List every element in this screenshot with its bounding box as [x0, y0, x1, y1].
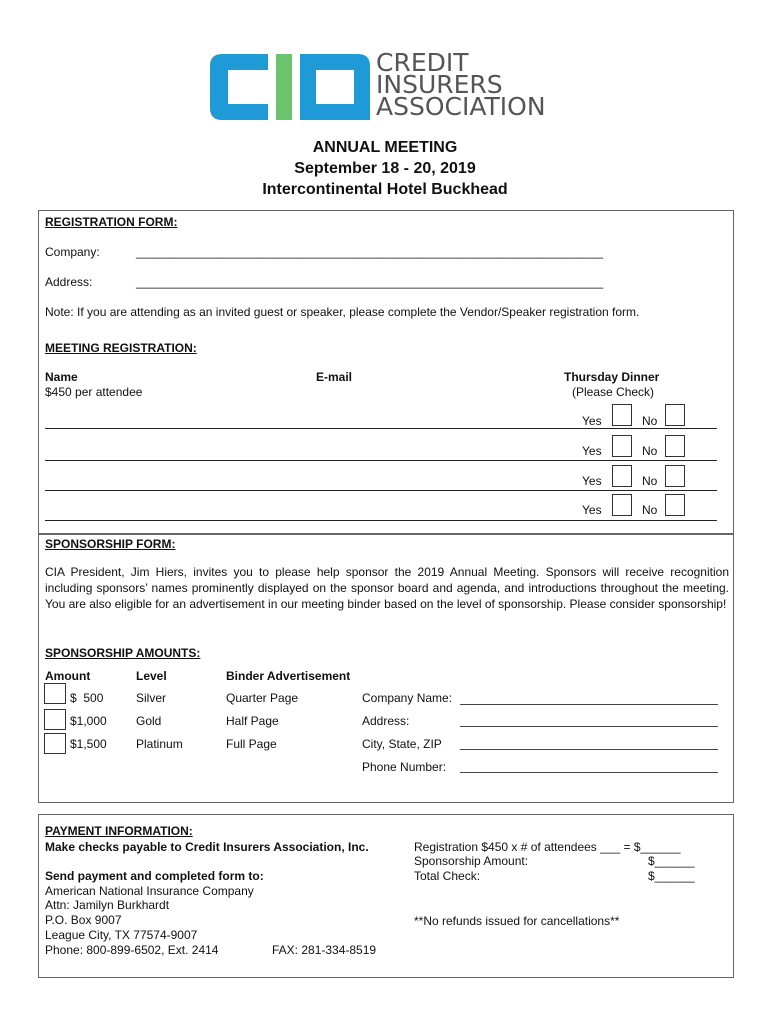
sponsor-company-label: Company Name: [362, 691, 453, 705]
logo-a-shape [300, 54, 370, 120]
address-label: Address: [45, 275, 93, 289]
cia-logo-mark [210, 54, 370, 120]
total-check-field[interactable]: $______ [648, 869, 695, 883]
meeting-dates: September 18 - 20, 2019 [294, 160, 476, 177]
refund-note: **No refunds issued for cancellations** [414, 914, 620, 928]
yes-label: Yes [582, 414, 602, 428]
sponsor-company-field[interactable] [460, 704, 718, 705]
dinner-yes-checkbox[interactable] [612, 465, 632, 487]
tier-amount: $ 500 [70, 691, 104, 705]
dinner-column-subheader: (Please Check) [572, 385, 655, 399]
logo-line-2: INSURERS [376, 70, 503, 99]
binder-column-header: Binder Advertisement [226, 669, 351, 683]
sponsor-phone-label: Phone Number: [362, 760, 447, 774]
dinner-column-header: Thursday Dinner [564, 370, 660, 384]
logo-i-shape [276, 54, 292, 120]
mail-address-line-2: Attn: Jamilyn Burkhardt [45, 898, 170, 912]
name-column-header: Name [45, 370, 78, 384]
no-label: No [642, 474, 658, 488]
sponsor-city-label: City, State, ZIP [362, 737, 442, 751]
attendee-line[interactable] [45, 428, 717, 429]
registration-heading: REGISTRATION FORM: [45, 215, 178, 229]
logo-c-shape [210, 54, 268, 120]
tier-amount: $1,500 [70, 737, 107, 751]
registration-note: Note: If you are attending as an invited guest or speaker, please complete the Vendor/Speaker registration form. [45, 305, 640, 319]
no-label: No [642, 414, 658, 428]
sponsor-address-field[interactable] [460, 726, 718, 727]
tier-platinum-checkbox[interactable] [44, 733, 66, 754]
logo [210, 48, 560, 122]
attendee-line[interactable] [45, 490, 717, 491]
tier-amount: $1,000 [70, 714, 107, 728]
meeting-venue: Intercontinental Hotel Buckhead [262, 181, 508, 198]
sponsor-city-field[interactable] [460, 749, 718, 750]
sponsorship-amount-label: Sponsorship Amount: [414, 854, 529, 868]
email-column-header: E-mail [316, 370, 353, 384]
meeting-title: ANNUAL MEETING [312, 139, 458, 156]
dinner-yes-checkbox[interactable] [612, 494, 632, 516]
dinner-no-checkbox[interactable] [665, 435, 685, 457]
price-per-attendee: $450 per attendee [45, 385, 143, 399]
level-column-header: Level [136, 669, 167, 683]
mail-address-line-3: P.O. Box 9007 [45, 913, 122, 927]
send-to-heading: Send payment and completed form to: [45, 869, 264, 883]
no-label: No [642, 503, 658, 517]
meeting-registration-heading: MEETING REGISTRATION: [45, 341, 197, 355]
no-label: No [642, 444, 658, 458]
tier-ad: Quarter Page [226, 691, 299, 705]
contact-fax: FAX: 281-334-8519 [272, 943, 377, 957]
yes-label: Yes [582, 474, 602, 488]
tier-ad: Full Page [226, 737, 277, 751]
tier-silver-checkbox[interactable] [44, 683, 66, 704]
tier-level: Platinum [136, 737, 183, 751]
dinner-yes-checkbox[interactable] [612, 435, 632, 457]
dinner-no-checkbox[interactable] [665, 465, 685, 487]
logo-line-1: CREDIT [376, 48, 469, 77]
company-field[interactable]: ______________________________________________________________________ [136, 245, 604, 259]
registration-calculation[interactable]: Registration $450 x # of attendees ___ = $______ [414, 840, 681, 854]
amount-column-header: Amount [45, 669, 91, 683]
tier-ad: Half Page [226, 714, 279, 728]
yes-label: Yes [582, 503, 602, 517]
payment-heading: PAYMENT INFORMATION: [45, 824, 193, 838]
dinner-no-checkbox[interactable] [665, 404, 685, 426]
company-label: Company: [45, 245, 100, 259]
address-field[interactable]: ______________________________________________________________________ [136, 275, 604, 289]
dinner-no-checkbox[interactable] [665, 494, 685, 516]
sponsor-address-label: Address: [362, 714, 410, 728]
tier-level: Gold [136, 714, 162, 728]
dinner-yes-checkbox[interactable] [612, 404, 632, 426]
attendee-line[interactable] [45, 460, 717, 461]
total-check-label: Total Check: [414, 869, 481, 883]
logo-line-3: ASSOCIATION [376, 92, 546, 121]
tier-level: Silver [136, 691, 167, 705]
sponsor-phone-field[interactable] [460, 772, 718, 773]
sponsorship-amounts-heading: SPONSORSHIP AMOUNTS: [45, 646, 201, 660]
payable-note: Make checks payable to Credit Insurers Association, Inc. [45, 840, 369, 854]
contact-phone: Phone: 800-899-6502, Ext. 2414 [45, 943, 219, 957]
sponsorship-intro: CIA President, Jim Hiers, invites you to please help sponsor the 2019 Annual Meeting. Sponsors will receive recognition including sponsors’ names prominently displayed on the sponsor board and agenda, and introductions throughout the meeting. You are also eligible for an advertisement in our meeting binder based on the level of sponsorship. Please consider sponsorship! [45, 565, 729, 611]
tier-gold-checkbox[interactable] [44, 709, 66, 730]
sponsorship-amount-field[interactable]: $______ [648, 854, 695, 868]
mail-address-line-1: American National Insurance Company [45, 884, 254, 898]
mail-address-line-4: League City, TX 77574-9007 [45, 928, 198, 942]
attendee-line[interactable] [45, 520, 717, 521]
sponsorship-heading: SPONSORSHIP FORM: [45, 537, 176, 551]
yes-label: Yes [582, 444, 602, 458]
